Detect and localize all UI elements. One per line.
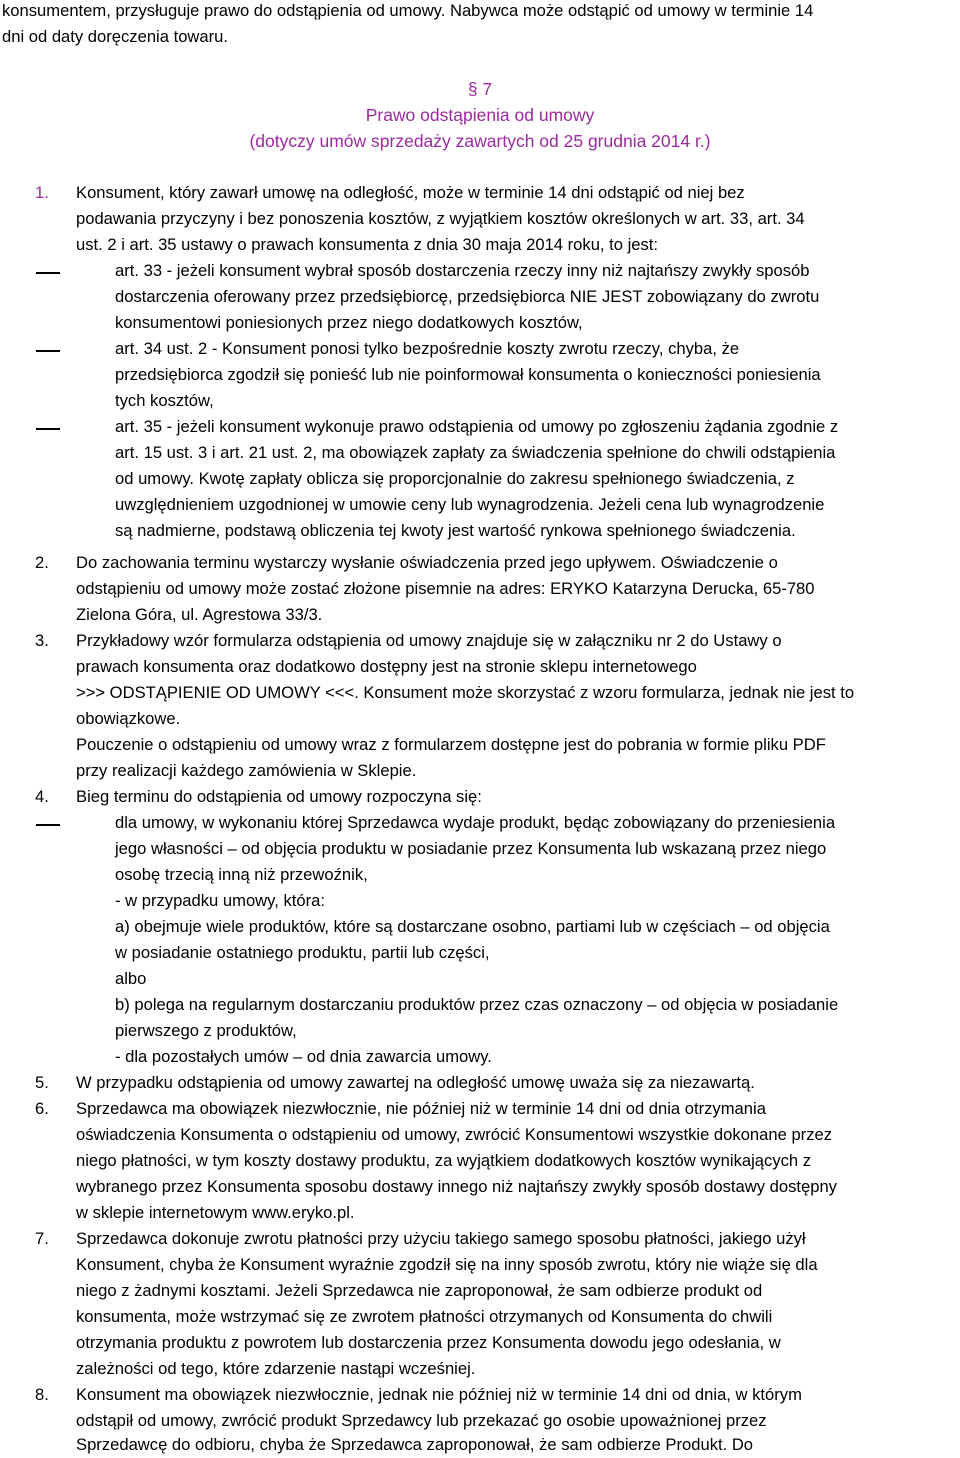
bullet-line: art. 34 ust. 2 - Konsument ponosi tylko bezpośrednie koszty zwrotu rzeczy, chyba, że [115,339,740,358]
item-1-line: ust. 2 i art. 35 ustawy o prawach konsumenta z dnia 30 maja 2014 roku, to jest: [76,235,659,254]
item-7-line: zależności od tego, które zdarzenie nastąpi wcześniej. [76,1359,476,1378]
item-number: 4. [35,787,49,806]
intro-line: dni od daty doręczenia towaru. [2,27,229,46]
dash-bullet [36,272,60,274]
bullet-line: są nadmierne, podstawą obliczenia tej kwoty jest wartość rynkowa spełnionego świadczenia. [115,521,796,540]
item-1-line: Konsument, który zawarł umowę na odległość, może w terminie 14 dni odstąpić od niej bez [76,183,745,202]
section-number: § 7 [467,79,493,99]
bullet-line: konsumentowi poniesionych przez niego dodatkowych kosztów, [115,313,583,332]
bullet-line: od umowy. Kwotę zapłaty oblicza się proporcjonalnie do zakresu spełnionego świadczenia, z [115,469,795,488]
item-3-line: >>> ODSTĄPIENIE OD UMOWY <<<. Konsument może skorzystać z wzoru formularza, jednak nie jest to [76,683,855,702]
item-3-line: Pouczenie o odstąpieniu od umowy wraz z formularzem dostępne jest do pobrania w formie pliku PDF [76,735,826,754]
item-number: 6. [35,1099,49,1118]
bullet-line: tych kosztów, [115,391,214,410]
item-5-line: W przypadku odstąpienia od umowy zawartej na odległość umowę uważa się za niezawartą. [76,1073,755,1092]
bullet-line: b) polega na regularnym dostarczaniu produktów przez czas oznaczony – od objęcia w posiadanie [115,995,839,1014]
item-3-line: przy realizacji każdego zamówienia w Sklepie. [76,761,417,780]
bullet-line: art. 33 - jeżeli konsument wybrał sposób dostarczenia rzeczy inny niż najtańszy zwykły sposób [115,261,810,280]
bullet-line: w posiadanie ostatniego produktu, partii lub części, [115,943,490,962]
dash-bullet [36,824,60,826]
item-7-line: konsumenta, może wstrzymać się ze zwrotem płatności otrzymanych od Konsumenta do chwili [76,1307,773,1326]
item-number: 8. [35,1385,49,1404]
section-subtitle: (dotyczy umów sprzedaży zawartych od 25 grudnia 2014 r.) [249,131,711,151]
dash-bullet [36,428,60,430]
bullet-line: pierwszego z produktów, [115,1021,297,1040]
bullet-line: dostarczenia oferowany przez przedsiębiorcę, przedsiębiorca NIE JEST zobowiązany do zwrotu [115,287,820,306]
item-2-line: Zielona Góra, ul. Agrestowa 33/3. [76,605,323,624]
item-4-line: Bieg terminu do odstąpienia od umowy rozpoczyna się: [76,787,482,806]
item-number: 3. [35,631,49,650]
item-7-line: Sprzedawca dokonuje zwrotu płatności przy użyciu takiego samego sposobu płatności, jakiego użył [76,1229,806,1248]
bullet-line: osobę trzecią inną niż przewoźnik, [115,865,368,884]
item-7-line: Konsument, chyba że Konsument wyraźnie zgodził się na inny sposób zwrotu, który nie wiąże się dla [76,1255,818,1274]
item-3-line: prawach konsumenta oraz dodatkowo dostępny jest na stronie sklepu internetowego [76,657,697,676]
item-6-line: wybranego przez Konsumenta sposobu dostawy innego niż najtańszy zwykły sposób dostawy dostępny [76,1177,837,1196]
item-3-line: Przykładowy wzór formularza odstąpienia od umowy znajduje się w załączniku nr 2 do Ustawy o [76,631,782,650]
item-2-line: Do zachowania terminu wystarczy wysłanie oświadczenia przed jego upływem. Oświadczenie o [76,553,778,572]
intro-line: konsumentem, przysługuje prawo do odstąpienia od umowy. Nabywca może odstąpić od umowy w terminie 14 [2,1,814,20]
item-number: 7. [35,1229,49,1248]
bullet-line: - w przypadku umowy, która: [115,891,325,910]
bullet-line: art. 35 - jeżeli konsument wykonuje prawo odstąpienia od umowy po zgłoszeniu żądania zgodnie z [115,417,839,436]
item-2-line: odstąpieniu od umowy może zostać złożone pisemnie na adres: ERYKO Katarzyna Derucka, 65-780 [76,579,815,598]
bullet-line: - dla pozostałych umów – od dnia zawarcia umowy. [115,1047,492,1066]
dash-bullet [36,350,60,352]
item-6-line: niego płatności, w tym koszty dostawy produktu, za wyjątkiem dodatkowych kosztów wynikających z [76,1151,812,1170]
bullet-line: przedsiębiorca zgodził się ponieść lub nie poinformował konsumenta o konieczności poniesienia [115,365,821,384]
bullet-line: albo [115,969,147,988]
item-1-line: podawania przyczyny i bez ponoszenia kosztów, z wyjątkiem kosztów określonych w art. 33, art. 34 [76,209,805,228]
item-6-line: w sklepie internetowym www.eryko.pl. [76,1203,355,1222]
bullet-line: dla umowy, w wykonaniu której Sprzedawca wydaje produkt, będąc zobowiązany do przeniesienia [115,813,836,832]
item-8-line: odstąpił od umowy, zwrócić produkt Sprzedawcy lub przekazać go osobie upoważnionej przez [76,1411,767,1430]
bullet-line: uwzględnieniem uzgodnionej w umowie ceny lub wynagrodzenia. Jeżeli cena lub wynagrodzenie [115,495,825,514]
item-7-line: niego z żadnymi kosztami. Jeżeli Sprzedawca nie zaproponował, że sam odbierze produkt od [76,1281,763,1300]
bullet-line: a) obejmuje wiele produktów, które są dostarczane osobno, partiami lub w częściach – od objęcia [115,917,830,936]
item-number: 1. [35,183,49,202]
item-6-line: oświadczenia Konsumenta o odstąpieniu od umowy, zwrócić Konsumentowi wszystkie dokonane przez [76,1125,833,1144]
item-8-line: Konsument ma obowiązek niezwłocznie, jednak nie później niż w terminie 14 dni od dnia, w którym [76,1385,802,1404]
item-3-line: obowiązkowe. [76,709,181,728]
item-number: 2. [35,553,49,572]
bullet-line: jego własności – od objęcia produktu w posiadanie przez Konsumenta lub wskazaną przez niego [115,839,827,858]
item-6-line: Sprzedawca ma obowiązek niezwłocznie, nie później niż w terminie 14 dni od dnia otrzymania [76,1099,766,1118]
section-title: Prawo odstąpienia od umowy [365,105,595,125]
bullet-line: art. 15 ust. 3 i art. 21 ust. 2, ma obowiązek zapłaty za świadczenia spełnione do chwili odstąpienia [115,443,836,462]
item-number: 5. [35,1073,49,1092]
item-7-line: otrzymania produktu z powrotem lub dostarczenia przez Konsumenta dowodu jego odesłania, w [76,1333,781,1352]
item-8-line: Sprzedawcę do odbioru, chyba że Sprzedawca zaproponował, że sam odbierze Produkt. Do [76,1435,754,1454]
